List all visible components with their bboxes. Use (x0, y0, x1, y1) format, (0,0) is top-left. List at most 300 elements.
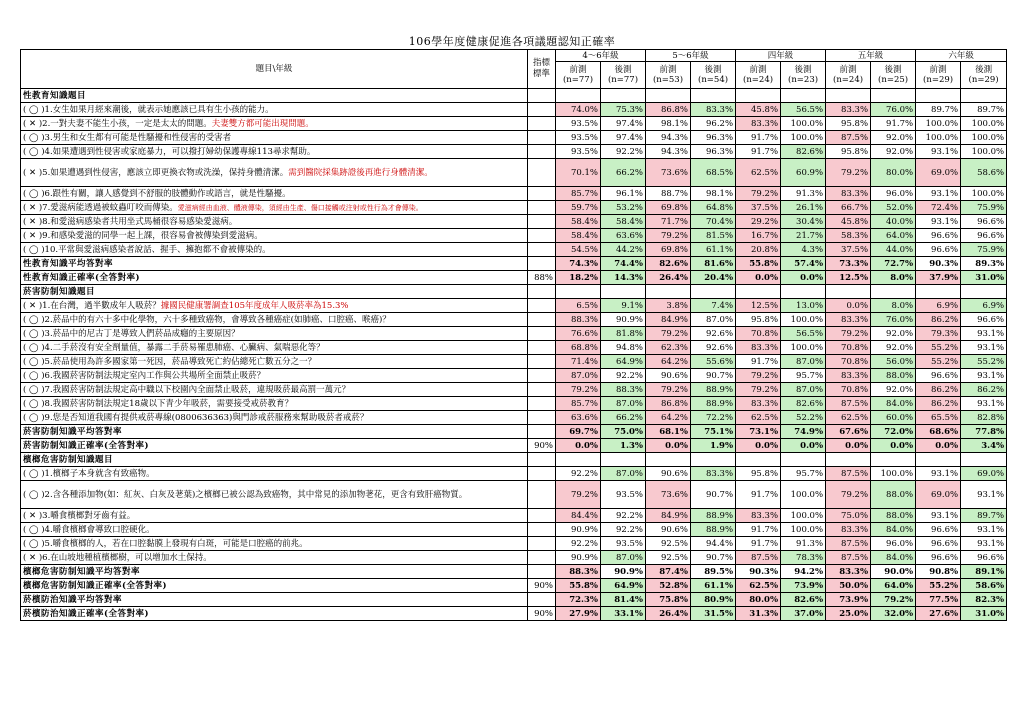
table-row (21, 481, 1007, 509)
value-cell: 83.3% (826, 313, 871, 327)
question-cell (21, 467, 528, 481)
value-cell: 70.8% (826, 383, 871, 397)
value-cell: 79.2% (646, 229, 691, 243)
value-cell: 96.2% (691, 117, 736, 131)
value-cell: 93.1% (961, 341, 1007, 355)
question-cell (21, 187, 528, 201)
question-text: ( ◯ )3.菸品中的尼古丁是導致人們菸品成癮的主要原因？ (23, 328, 240, 339)
sample-size-label: (n=53) (652, 75, 684, 85)
value-cell: 87.0% (601, 551, 646, 565)
value-cell: 0.0% (781, 271, 826, 285)
value-cell: 81.8% (601, 327, 646, 341)
value-cell: 31.5% (691, 607, 736, 621)
value-cell: 68.8% (556, 341, 601, 355)
value-cell: 91.7% (736, 355, 781, 369)
value-cell: 86.2% (916, 313, 961, 327)
table-row (21, 159, 1007, 187)
question-text: ( ◯ )7.我國菸害防制法規定高中職以下校園內全面禁止吸菸，違規吸菸最高罰一萬元？ (23, 384, 351, 395)
correction-note: 據國民健康署調查105年度成年人吸菸率為15.3% (160, 300, 349, 311)
value-cell: 26.4% (646, 271, 691, 285)
sample-size-label: (n=24) (833, 75, 864, 85)
summary-row (21, 579, 1007, 593)
value-cell: 90.0% (871, 565, 916, 579)
standard-cell (528, 327, 556, 341)
standard-cell (528, 285, 556, 299)
value-cell: 83.3% (826, 103, 871, 117)
standard-header-line1: 指標 (532, 58, 550, 68)
question-cell (21, 453, 528, 467)
value-cell: 87.4% (646, 565, 691, 579)
sub-column-header (826, 62, 871, 89)
value-cell: 83.3% (826, 369, 871, 383)
value-cell (601, 285, 646, 299)
value-cell: 31.3% (736, 607, 781, 621)
question-text: ( ✕ )3.嚼食檳榔對牙齒有益。 (23, 510, 136, 521)
value-cell: 8.0% (871, 299, 916, 313)
value-cell: 32.0% (871, 607, 916, 621)
question-cell (21, 327, 528, 341)
standard-cell (528, 369, 556, 383)
value-cell: 62.5% (736, 579, 781, 593)
value-cell: 96.6% (961, 313, 1007, 327)
value-cell (556, 453, 601, 467)
value-cell: 87.5% (736, 551, 781, 565)
value-cell: 1.3% (601, 439, 646, 453)
value-cell: 100.0% (781, 509, 826, 523)
value-cell: 25.0% (826, 607, 871, 621)
value-cell: 37.9% (916, 271, 961, 285)
value-cell: 96.6% (916, 537, 961, 551)
question-cell (21, 299, 528, 313)
sub-column-header (871, 62, 916, 89)
value-cell: 100.0% (916, 131, 961, 145)
value-cell: 84.4% (556, 509, 601, 523)
value-cell: 75.8% (646, 593, 691, 607)
standard-cell: 90% (528, 439, 556, 453)
question-cell (21, 285, 528, 299)
standard-cell (528, 537, 556, 551)
value-cell: 74.9% (781, 425, 826, 439)
value-cell: 93.5% (556, 131, 601, 145)
value-cell: 75.1% (691, 425, 736, 439)
standard-cell (528, 131, 556, 145)
value-cell: 3.4% (961, 439, 1007, 453)
value-cell: 95.7% (781, 369, 826, 383)
knowledge-table (20, 49, 1007, 621)
value-cell: 96.0% (871, 537, 916, 551)
value-cell: 56.5% (781, 327, 826, 341)
value-cell: 72.0% (871, 425, 916, 439)
value-cell: 76.0% (871, 313, 916, 327)
value-cell: 79.3% (916, 327, 961, 341)
value-cell: 73.6% (646, 481, 691, 509)
value-cell: 67.6% (826, 425, 871, 439)
value-cell: 97.4% (601, 131, 646, 145)
value-cell: 96.6% (916, 369, 961, 383)
question-text: 菸害防制知識題目 (23, 286, 96, 297)
value-cell: 92.2% (601, 509, 646, 523)
value-cell: 94.3% (646, 145, 691, 159)
standard-cell (528, 509, 556, 523)
value-cell: 52.8% (646, 579, 691, 593)
question-cell (21, 509, 528, 523)
value-cell: 84.9% (646, 313, 691, 327)
value-cell: 70.8% (826, 341, 871, 355)
value-cell: 65.5% (916, 411, 961, 425)
value-cell: 96.6% (916, 229, 961, 243)
value-cell: 89.7% (916, 103, 961, 117)
value-cell: 14.3% (601, 271, 646, 285)
topic-column-header: 題目\年級 (21, 50, 528, 89)
question-cell (21, 439, 528, 453)
question-text: 檳榔危害防制知識題目 (23, 454, 114, 465)
value-cell: 96.6% (916, 243, 961, 257)
question-text: ( ◯ )5.菸品使用為許多國家第一死因，菸品導致死亡約佔總死亡數五分之一？ (23, 356, 317, 367)
value-cell: 93.5% (601, 481, 646, 509)
value-cell: 53.2% (601, 201, 646, 215)
value-cell: 58.4% (601, 215, 646, 229)
value-cell: 90.6% (646, 523, 691, 537)
value-cell: 81.5% (691, 229, 736, 243)
standard-cell (528, 593, 556, 607)
question-cell (21, 579, 528, 593)
value-cell: 89.7% (961, 509, 1007, 523)
question-cell (21, 425, 528, 439)
value-cell: 88.3% (601, 383, 646, 397)
value-cell: 100.0% (961, 131, 1007, 145)
value-cell: 0.0% (871, 439, 916, 453)
question-text: ( ✕ )7.愛滋病能透過被蚊蟲叮咬而傳染。 (23, 202, 178, 213)
value-cell: 84.9% (646, 509, 691, 523)
question-text: 檳榔危害防制知識正確率(全答對率) (23, 580, 168, 591)
table-row (21, 201, 1007, 215)
question-text: 檳榔危害防制知識平均答對率 (23, 566, 141, 577)
value-cell: 13.0% (781, 299, 826, 313)
value-cell: 98.1% (691, 187, 736, 201)
standard-cell (528, 187, 556, 201)
standard-cell (528, 117, 556, 131)
value-cell: 89.1% (961, 565, 1007, 579)
value-cell (691, 453, 736, 467)
question-cell (21, 593, 528, 607)
value-cell: 95.8% (736, 467, 781, 481)
value-cell: 86.2% (916, 383, 961, 397)
value-cell: 0.0% (826, 299, 871, 313)
summary-row (21, 257, 1007, 271)
standard-cell (528, 89, 556, 103)
table-row (21, 103, 1007, 117)
table-row (21, 187, 1007, 201)
value-cell: 31.0% (961, 271, 1007, 285)
correction-note: 夫妻雙方都可能出現問題。 (211, 118, 314, 129)
question-cell (21, 229, 528, 243)
value-cell: 79.2% (556, 383, 601, 397)
value-cell: 83.3% (736, 117, 781, 131)
value-cell: 93.5% (601, 537, 646, 551)
value-cell: 58.6% (961, 159, 1007, 187)
value-cell: 93.1% (961, 523, 1007, 537)
value-cell: 82.3% (961, 593, 1007, 607)
value-cell: 100.0% (781, 341, 826, 355)
question-text: ( ◯ )6.跟性有關，讓人感覺到不舒服的肢體動作或語言，就是性騷擾。 (23, 188, 291, 199)
value-cell: 33.1% (601, 607, 646, 621)
value-cell: 7.4% (691, 299, 736, 313)
sub-column-header (601, 62, 646, 89)
value-cell: 6.9% (961, 299, 1007, 313)
value-cell: 88.9% (691, 523, 736, 537)
question-text: ( ◯ )4.如果遭遇到性侵害或家庭暴力，可以撥打婦幼保護專線113尋求幫助。 (23, 146, 316, 157)
sub-column-header (781, 62, 826, 89)
value-cell: 84.0% (871, 523, 916, 537)
value-cell: 100.0% (961, 145, 1007, 159)
table-row (21, 523, 1007, 537)
value-cell: 45.8% (736, 103, 781, 117)
value-cell: 87.5% (826, 537, 871, 551)
question-text: 性教育知識題目 (23, 90, 87, 101)
value-cell: 89.5% (691, 565, 736, 579)
question-text: ( ◯ )4.二手菸沒有安全劑量值，暴露二手菸易罹患肺癌、心臟病、氣喘惡化等？ (23, 342, 325, 353)
value-cell: 88.3% (556, 313, 601, 327)
value-cell: 93.1% (916, 467, 961, 481)
value-cell: 96.1% (601, 187, 646, 201)
group-header: 四年級 (736, 50, 826, 62)
value-cell: 94.2% (781, 565, 826, 579)
value-cell: 26.4% (646, 607, 691, 621)
value-cell: 77.5% (916, 593, 961, 607)
value-cell: 91.7% (736, 481, 781, 509)
question-text: ( ✕ )5.如果遭遇到性侵害，應該立即更換衣物或洗澡，保持身體清潔。 (23, 167, 289, 178)
value-cell: 68.5% (691, 159, 736, 187)
standard-header-line2: 標準 (532, 69, 550, 79)
question-cell (21, 159, 528, 187)
value-cell: 98.1% (646, 117, 691, 131)
question-text: ( ◯ )10.平常與愛滋病感染者說話、握手、擁抱都不會被傳染的。 (23, 244, 271, 255)
question-text: ( ◯ )2.含各種添加物(如：紅灰、白灰及荖葉)之檳榔已被公認為致癌物，其中常見的添加物荖花，更含有致肝癌物質。 (23, 489, 468, 500)
value-cell: 90.7% (691, 369, 736, 383)
question-cell (21, 257, 528, 271)
value-cell: 96.6% (961, 229, 1007, 243)
test-phase-label: 後測 (794, 65, 812, 75)
value-cell: 75.0% (601, 425, 646, 439)
standard-cell (528, 313, 556, 327)
value-cell: 20.8% (736, 243, 781, 257)
value-cell: 69.8% (646, 201, 691, 215)
value-cell: 87.5% (826, 131, 871, 145)
question-cell (21, 383, 528, 397)
value-cell: 62.5% (736, 159, 781, 187)
value-cell: 96.6% (961, 551, 1007, 565)
test-phase-label: 前測 (659, 65, 677, 75)
value-cell (916, 89, 961, 103)
value-cell: 90.9% (601, 313, 646, 327)
summary-row (21, 271, 1007, 285)
value-cell: 90.6% (646, 467, 691, 481)
value-cell: 95.8% (736, 313, 781, 327)
standard-cell (528, 523, 556, 537)
value-cell: 64.2% (646, 411, 691, 425)
question-text: ( ◯ )1.女生如果月經來潮後，就表示她應該已具有生小孩的能力。 (23, 104, 274, 115)
value-cell: 73.9% (781, 579, 826, 593)
value-cell: 73.1% (736, 425, 781, 439)
question-text: ( ◯ )3.男生和女生都有可能是性騷擾和性侵害的受害者 (23, 132, 232, 143)
table-row (21, 369, 1007, 383)
value-cell: 92.0% (871, 327, 916, 341)
group-header: 六年級 (916, 50, 1007, 62)
value-cell: 52.2% (781, 411, 826, 425)
value-cell: 94.8% (601, 341, 646, 355)
standard-cell (528, 243, 556, 257)
value-cell (646, 285, 691, 299)
question-cell (21, 215, 528, 229)
value-cell (691, 89, 736, 103)
value-cell (736, 89, 781, 103)
standard-cell (528, 145, 556, 159)
value-cell: 90.3% (916, 257, 961, 271)
value-cell: 96.0% (871, 187, 916, 201)
question-cell (21, 565, 528, 579)
value-cell (601, 89, 646, 103)
value-cell: 80.9% (691, 593, 736, 607)
value-cell: 58.4% (556, 215, 601, 229)
value-cell: 80.0% (736, 593, 781, 607)
value-cell: 100.0% (781, 523, 826, 537)
value-cell: 75.9% (961, 243, 1007, 257)
value-cell: 66.7% (826, 201, 871, 215)
value-cell: 90.7% (691, 551, 736, 565)
value-cell: 82.6% (781, 593, 826, 607)
value-cell: 79.2% (826, 159, 871, 187)
value-cell: 93.1% (961, 327, 1007, 341)
question-cell (21, 271, 528, 285)
value-cell (961, 89, 1007, 103)
value-cell: 0.0% (916, 439, 961, 453)
value-cell (826, 285, 871, 299)
value-cell: 91.7% (736, 145, 781, 159)
value-cell: 88.7% (646, 187, 691, 201)
value-cell (826, 89, 871, 103)
value-cell: 93.1% (961, 397, 1007, 411)
value-cell: 58.6% (961, 579, 1007, 593)
value-cell (871, 285, 916, 299)
standard-cell (528, 383, 556, 397)
value-cell: 87.0% (691, 313, 736, 327)
value-cell: 93.1% (916, 215, 961, 229)
value-cell: 96.6% (916, 523, 961, 537)
sub-column-header (646, 62, 691, 89)
value-cell: 66.2% (601, 411, 646, 425)
value-cell (871, 89, 916, 103)
value-cell: 100.0% (961, 117, 1007, 131)
value-cell (961, 285, 1007, 299)
question-text: ( ◯ )6.我國菸害防制法規定室內工作與公共場所全面禁止吸菸？ (23, 370, 266, 381)
value-cell: 87.0% (781, 355, 826, 369)
value-cell: 88.9% (691, 509, 736, 523)
value-cell: 97.4% (601, 117, 646, 131)
value-cell: 88.3% (556, 565, 601, 579)
value-cell: 64.8% (691, 201, 736, 215)
sub-column-header (736, 62, 781, 89)
group-header: 4～6年級 (556, 50, 646, 62)
question-cell (21, 201, 528, 215)
value-cell: 100.0% (781, 313, 826, 327)
value-cell: 92.2% (556, 467, 601, 481)
value-cell: 100.0% (781, 117, 826, 131)
value-cell: 37.0% (781, 607, 826, 621)
value-cell: 63.6% (601, 229, 646, 243)
value-cell: 88.9% (691, 383, 736, 397)
value-cell (646, 89, 691, 103)
question-text: ( ✕ )6.在山坡地種植檳榔樹，可以增加水土保持。 (23, 552, 212, 563)
value-cell: 79.2% (736, 383, 781, 397)
question-text: 菸檳防治知識正確率(全答對率) (23, 608, 150, 619)
value-cell: 6.9% (916, 299, 961, 313)
value-cell: 83.3% (736, 397, 781, 411)
test-phase-label: 後測 (704, 65, 722, 75)
question-cell (21, 103, 528, 117)
value-cell (826, 453, 871, 467)
table-row (21, 117, 1007, 131)
value-cell: 93.1% (916, 187, 961, 201)
value-cell: 92.2% (601, 145, 646, 159)
question-cell (21, 117, 528, 131)
value-cell: 55.6% (691, 355, 736, 369)
table-row (21, 145, 1007, 159)
question-text: 菸檳防治知識平均答對率 (23, 594, 123, 605)
value-cell: 100.0% (781, 481, 826, 509)
question-cell (21, 355, 528, 369)
value-cell: 75.3% (601, 103, 646, 117)
question-text: 菸害防制知識正確率(全答對率) (23, 440, 150, 451)
value-cell: 68.1% (646, 425, 691, 439)
value-cell: 77.8% (961, 425, 1007, 439)
value-cell: 83.3% (691, 467, 736, 481)
value-cell: 26.1% (781, 201, 826, 215)
value-cell: 89.3% (961, 257, 1007, 271)
value-cell: 55.2% (916, 341, 961, 355)
value-cell: 71.7% (646, 215, 691, 229)
value-cell: 6.5% (556, 299, 601, 313)
value-cell: 63.6% (556, 411, 601, 425)
standard-cell (528, 397, 556, 411)
value-cell: 69.8% (646, 243, 691, 257)
value-cell: 93.1% (916, 145, 961, 159)
value-cell (871, 453, 916, 467)
value-cell: 59.7% (556, 201, 601, 215)
value-cell: 87.0% (601, 467, 646, 481)
value-cell: 92.0% (871, 383, 916, 397)
value-cell: 86.8% (646, 397, 691, 411)
summary-row (21, 425, 1007, 439)
question-cell (21, 131, 528, 145)
value-cell: 50.0% (826, 579, 871, 593)
value-cell: 81.6% (691, 257, 736, 271)
value-cell: 87.5% (826, 397, 871, 411)
value-cell: 89.7% (961, 103, 1007, 117)
value-cell: 87.0% (781, 383, 826, 397)
value-cell: 73.6% (646, 159, 691, 187)
value-cell: 87.0% (556, 369, 601, 383)
standard-cell (528, 565, 556, 579)
value-cell: 95.7% (781, 467, 826, 481)
value-cell: 1.9% (691, 439, 736, 453)
value-cell: 83.3% (826, 523, 871, 537)
value-cell: 56.0% (871, 355, 916, 369)
value-cell: 93.5% (556, 145, 601, 159)
question-cell (21, 397, 528, 411)
value-cell: 29.2% (736, 215, 781, 229)
value-cell: 27.9% (556, 607, 601, 621)
question-text: 性教育知識正確率(全答對率) (23, 272, 141, 283)
